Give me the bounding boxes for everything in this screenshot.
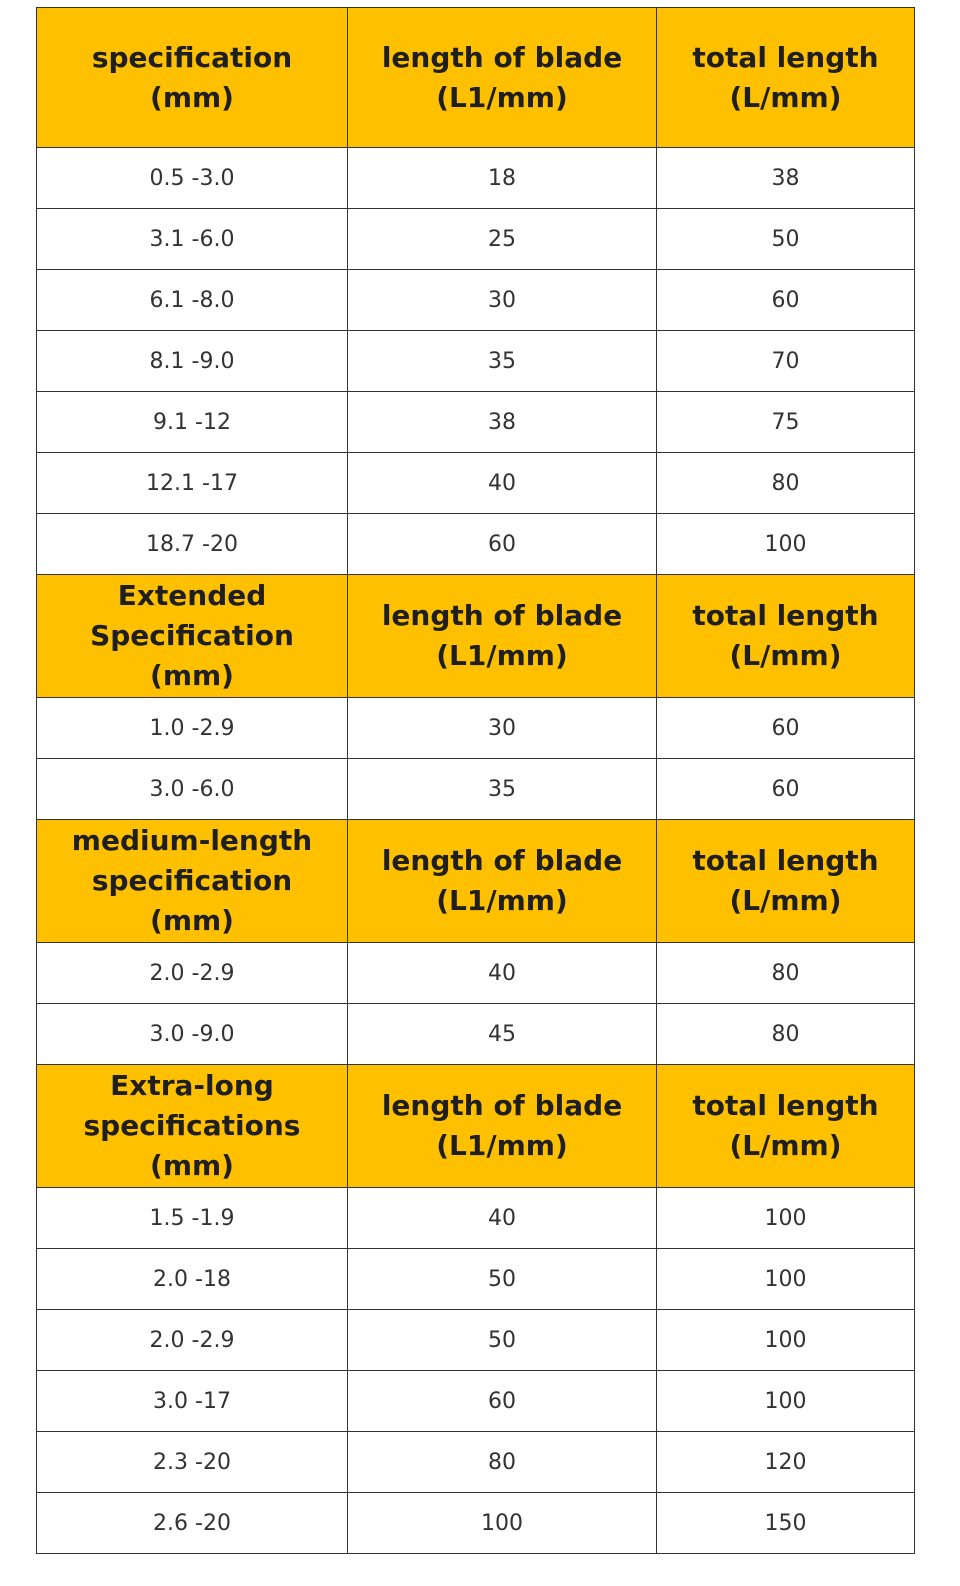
table-row: [37, 453, 915, 514]
cell-total-length: 60: [657, 759, 915, 820]
cell-total-length: 100: [657, 1249, 915, 1310]
cell-specification: 3.1 -6.0: [37, 209, 348, 270]
table-row: [37, 331, 915, 392]
cell-blade-length: 18: [348, 148, 657, 209]
table-row: [37, 392, 915, 453]
cell-blade-length: 30: [348, 270, 657, 331]
table-row: [37, 1493, 915, 1554]
cell-specification: 8.1 -9.0: [37, 331, 348, 392]
table-row: [37, 1371, 915, 1432]
cell-blade-length: 35: [348, 759, 657, 820]
cell-blade-length: 30: [348, 698, 657, 759]
header-label: total length (L/mm): [692, 599, 879, 672]
cell-total-length: 60: [657, 270, 915, 331]
cell-blade-length: 35: [348, 331, 657, 392]
header-label: length of blade (L1/mm): [381, 1089, 623, 1162]
cell-blade-length: 50: [348, 1249, 657, 1310]
cell-total-length: 70: [657, 331, 915, 392]
cell-specification: 2.3 -20: [37, 1432, 348, 1493]
cell-specification: 2.0 -2.9: [37, 1310, 348, 1371]
cell-total-length: 100: [657, 1371, 915, 1432]
table-row: [37, 270, 915, 331]
header-label: length of blade (L1/mm): [381, 40, 623, 114]
header-label: length of blade (L1/mm): [381, 844, 623, 917]
cell-total-length: 150: [657, 1493, 915, 1554]
cell-blade-length: 25: [348, 209, 657, 270]
header-cell-total-length: [657, 575, 915, 698]
header-label: total length (L/mm): [692, 844, 879, 917]
cell-specification: 9.1 -12: [37, 392, 348, 453]
cell-total-length: 50: [657, 209, 915, 270]
cell-blade-length: 38: [348, 392, 657, 453]
cell-total-length: 80: [657, 1004, 915, 1065]
cell-specification: 3.0 -9.0: [37, 1004, 348, 1065]
table-row: [37, 148, 915, 209]
cell-total-length: 100: [657, 514, 915, 575]
cell-total-length: 80: [657, 943, 915, 1004]
table-row: [37, 1004, 915, 1065]
specification-table: [36, 7, 915, 1554]
cell-specification: 0.5 -3.0: [37, 148, 348, 209]
cell-total-length: 80: [657, 453, 915, 514]
cell-specification: 2.6 -20: [37, 1493, 348, 1554]
header-cell-blade-length: [348, 8, 657, 148]
cell-blade-length: 40: [348, 1188, 657, 1249]
section-header-row: [37, 820, 915, 943]
cell-total-length: 38: [657, 148, 915, 209]
header-cell-blade-length: [348, 820, 657, 943]
header-label: specification (mm): [91, 40, 293, 114]
cell-total-length: 100: [657, 1188, 915, 1249]
header-cell-total-length: [657, 8, 915, 148]
cell-specification: 6.1 -8.0: [37, 270, 348, 331]
section-header-row: [37, 8, 915, 148]
section-header-row: [37, 1065, 915, 1188]
cell-blade-length: 40: [348, 943, 657, 1004]
table-row: [37, 1310, 915, 1371]
cell-blade-length: 40: [348, 453, 657, 514]
header-cell-blade-length: [348, 1065, 657, 1188]
cell-blade-length: 45: [348, 1004, 657, 1065]
cell-specification: 2.0 -2.9: [37, 943, 348, 1004]
table-row: [37, 209, 915, 270]
header-label: length of blade (L1/mm): [381, 599, 623, 672]
header-cell-specification: [37, 8, 348, 148]
table-row: [37, 698, 915, 759]
cell-specification: 3.0 -6.0: [37, 759, 348, 820]
cell-blade-length: 50: [348, 1310, 657, 1371]
header-cell-specification: [37, 820, 348, 943]
table-row: [37, 1249, 915, 1310]
cell-specification: 2.0 -18: [37, 1249, 348, 1310]
header-cell-total-length: [657, 820, 915, 943]
cell-total-length: 100: [657, 1310, 915, 1371]
cell-specification: 18.7 -20: [37, 514, 348, 575]
table-row: [37, 1188, 915, 1249]
header-label: medium-length specification (mm): [71, 824, 313, 937]
header-cell-blade-length: [348, 575, 657, 698]
header-label: Extended Specification (mm): [90, 579, 294, 692]
cell-total-length: 75: [657, 392, 915, 453]
header-cell-total-length: [657, 1065, 915, 1188]
cell-specification: 12.1 -17: [37, 453, 348, 514]
cell-blade-length: 60: [348, 1371, 657, 1432]
table-body: [37, 8, 915, 1554]
header-label: total length (L/mm): [692, 40, 879, 114]
header-cell-specification: [37, 575, 348, 698]
cell-blade-length: 100: [348, 1493, 657, 1554]
cell-specification: 1.0 -2.9: [37, 698, 348, 759]
table-row: [37, 759, 915, 820]
header-label: Extra-long specifications (mm): [83, 1069, 301, 1182]
cell-total-length: 120: [657, 1432, 915, 1493]
cell-specification: 3.0 -17: [37, 1371, 348, 1432]
table-row: [37, 1432, 915, 1493]
cell-blade-length: 60: [348, 514, 657, 575]
cell-specification: 1.5 -1.9: [37, 1188, 348, 1249]
header-label: total length (L/mm): [692, 1089, 879, 1162]
cell-total-length: 60: [657, 698, 915, 759]
table-row: [37, 943, 915, 1004]
header-cell-specification: [37, 1065, 348, 1188]
section-header-row: [37, 575, 915, 698]
table-row: [37, 514, 915, 575]
cell-blade-length: 80: [348, 1432, 657, 1493]
